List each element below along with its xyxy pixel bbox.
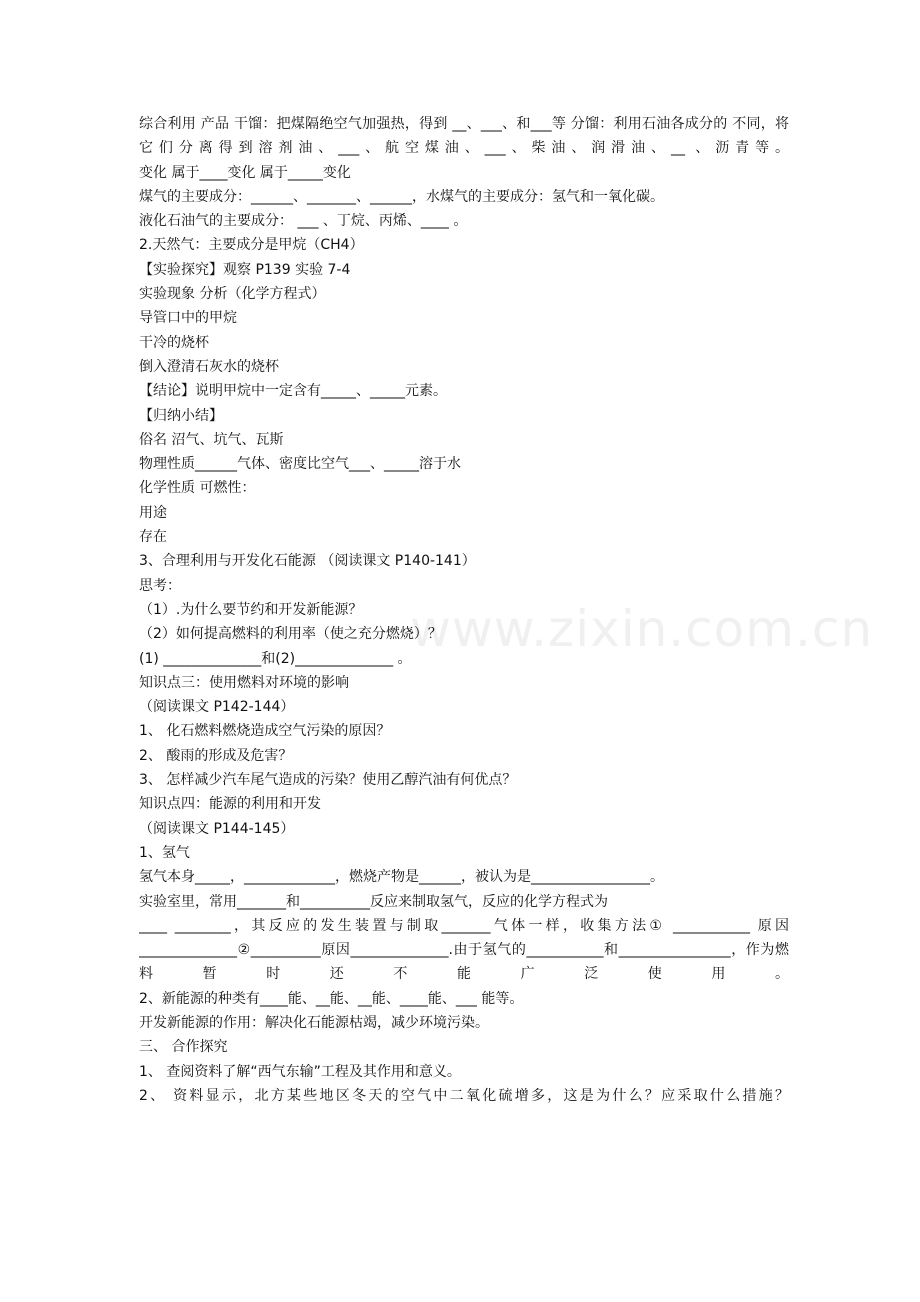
line-uses: 用途 bbox=[139, 504, 167, 521]
line-coal-gas: 煤气的主要成分：______、_______、______，水煤气的主要成分：氢气和一氧化碳。 bbox=[139, 188, 664, 205]
line-natural-gas: 2.天然气：主要成分是甲烷（CH4） bbox=[139, 237, 364, 254]
line-section-3: 3、合理利用与开发化石能源 （阅读课文 P140-141） bbox=[139, 553, 476, 570]
paragraph-hydrogen-collection: ____ ________，其反应的发生装置与制取_______气体一样，收集方法① ___________ 原因______________②__________原因______________.由于氢气的___________和________________，作为燃料暂时还不能广泛使用。 bbox=[139, 917, 789, 983]
line-experiment-row-1: 导管口中的甲烷 bbox=[139, 310, 237, 327]
line-common-names: 俗名 沼气、坑气、瓦斯 bbox=[139, 431, 284, 448]
line-reading-142: （阅读课文 P142-144） bbox=[139, 699, 295, 716]
line-section-cooperate: 三、 合作探究 bbox=[139, 1039, 228, 1056]
line-reading-144: （阅读课文 P144-145） bbox=[139, 820, 295, 837]
watermark: www.zixin.com.cn bbox=[410, 600, 874, 658]
line-chemical-properties: 化学性质 可燃性： bbox=[139, 480, 256, 497]
line-change-type: 变化 属于____变化 属于_____变化 bbox=[139, 164, 351, 181]
line-lpg: 液化石油气的主要成分： ___ 、丁烷、丙烯、____ 。 bbox=[139, 213, 468, 230]
line-answer-blanks: (1) ______________和(2)______________ 。 bbox=[139, 650, 412, 667]
line-summary-heading: 【归纳小结】 bbox=[139, 407, 223, 424]
line-experiment-heading: 【实验探究】观察 P139 实验 7-4 bbox=[139, 261, 351, 278]
line-question-2: （2）如何提高燃料的利用率（使之充分燃烧）？ bbox=[139, 626, 442, 643]
line-hydrogen-heading: 1、氢气 bbox=[139, 844, 190, 861]
line-cooperate-1: 1、 查阅资料了解“西气东输”工程及其作用和意义。 bbox=[139, 1063, 461, 1080]
line-new-energy-types: 2、新能源的种类有____能、__能、__能、____能、___ 能等。 bbox=[139, 990, 524, 1007]
line-env-question-2: 2、 酸雨的形成及危害？ bbox=[139, 747, 293, 764]
document-body bbox=[139, 112, 789, 1108]
line-knowledge-point-4: 知识点四：能源的利用和开发 bbox=[139, 796, 321, 813]
line-question-1: （1）.为什么要节约和开发新能源？ bbox=[139, 601, 363, 618]
line-env-question-1: 1、 化石燃料燃烧造成空气污染的原因？ bbox=[139, 723, 391, 740]
line-experiment-row-3: 倒入澄清石灰水的烧杯 bbox=[139, 358, 279, 375]
line-knowledge-point-3: 知识点三：使用燃料对环境的影响 bbox=[139, 674, 349, 691]
line-experiment-columns: 实验现象 分析（化学方程式） bbox=[139, 286, 326, 303]
line-existence: 存在 bbox=[139, 529, 167, 546]
line-env-question-3: 3、 怎样减少汽车尾气造成的污染？使用乙醇汽油有何优点？ bbox=[139, 772, 517, 789]
line-think: 思考： bbox=[139, 577, 181, 594]
line-conclusion: 【结论】说明甲烷中一定含有_____、_____元素。 bbox=[139, 383, 447, 400]
line-new-energy-role: 开发新能源的作用：解决化石能源枯竭，减少环境污染。 bbox=[139, 1014, 489, 1031]
paragraph-cooperate-2: 2、 资料显示，北方某些地区冬天的空气中二氧化硫增多，这是为什么？应采取什么措施？ bbox=[139, 1087, 789, 1104]
line-hydrogen-properties: 氢气本身_____，_____________，燃烧产物是______，被认为是_________________。 bbox=[139, 869, 664, 886]
paragraph-comprehensive-use: 综合利用 产品 干馏：把煤隔绝空气加强热，得到 __、___、和___等 分馏：利用石油各成分的 不同，将它们分离得到溶剂油、___、航空煤油、___、柴油、润滑油、__ 、沥青等。 bbox=[139, 116, 789, 157]
line-physical-properties: 物理性质______气体、密度比空气___、_____溶于水 bbox=[139, 456, 461, 473]
line-experiment-row-2: 干冷的烧杯 bbox=[139, 334, 209, 351]
line-hydrogen-lab: 实验室里，常用_______和__________反应来制取氢气，反应的化学方程式为 bbox=[139, 893, 608, 910]
